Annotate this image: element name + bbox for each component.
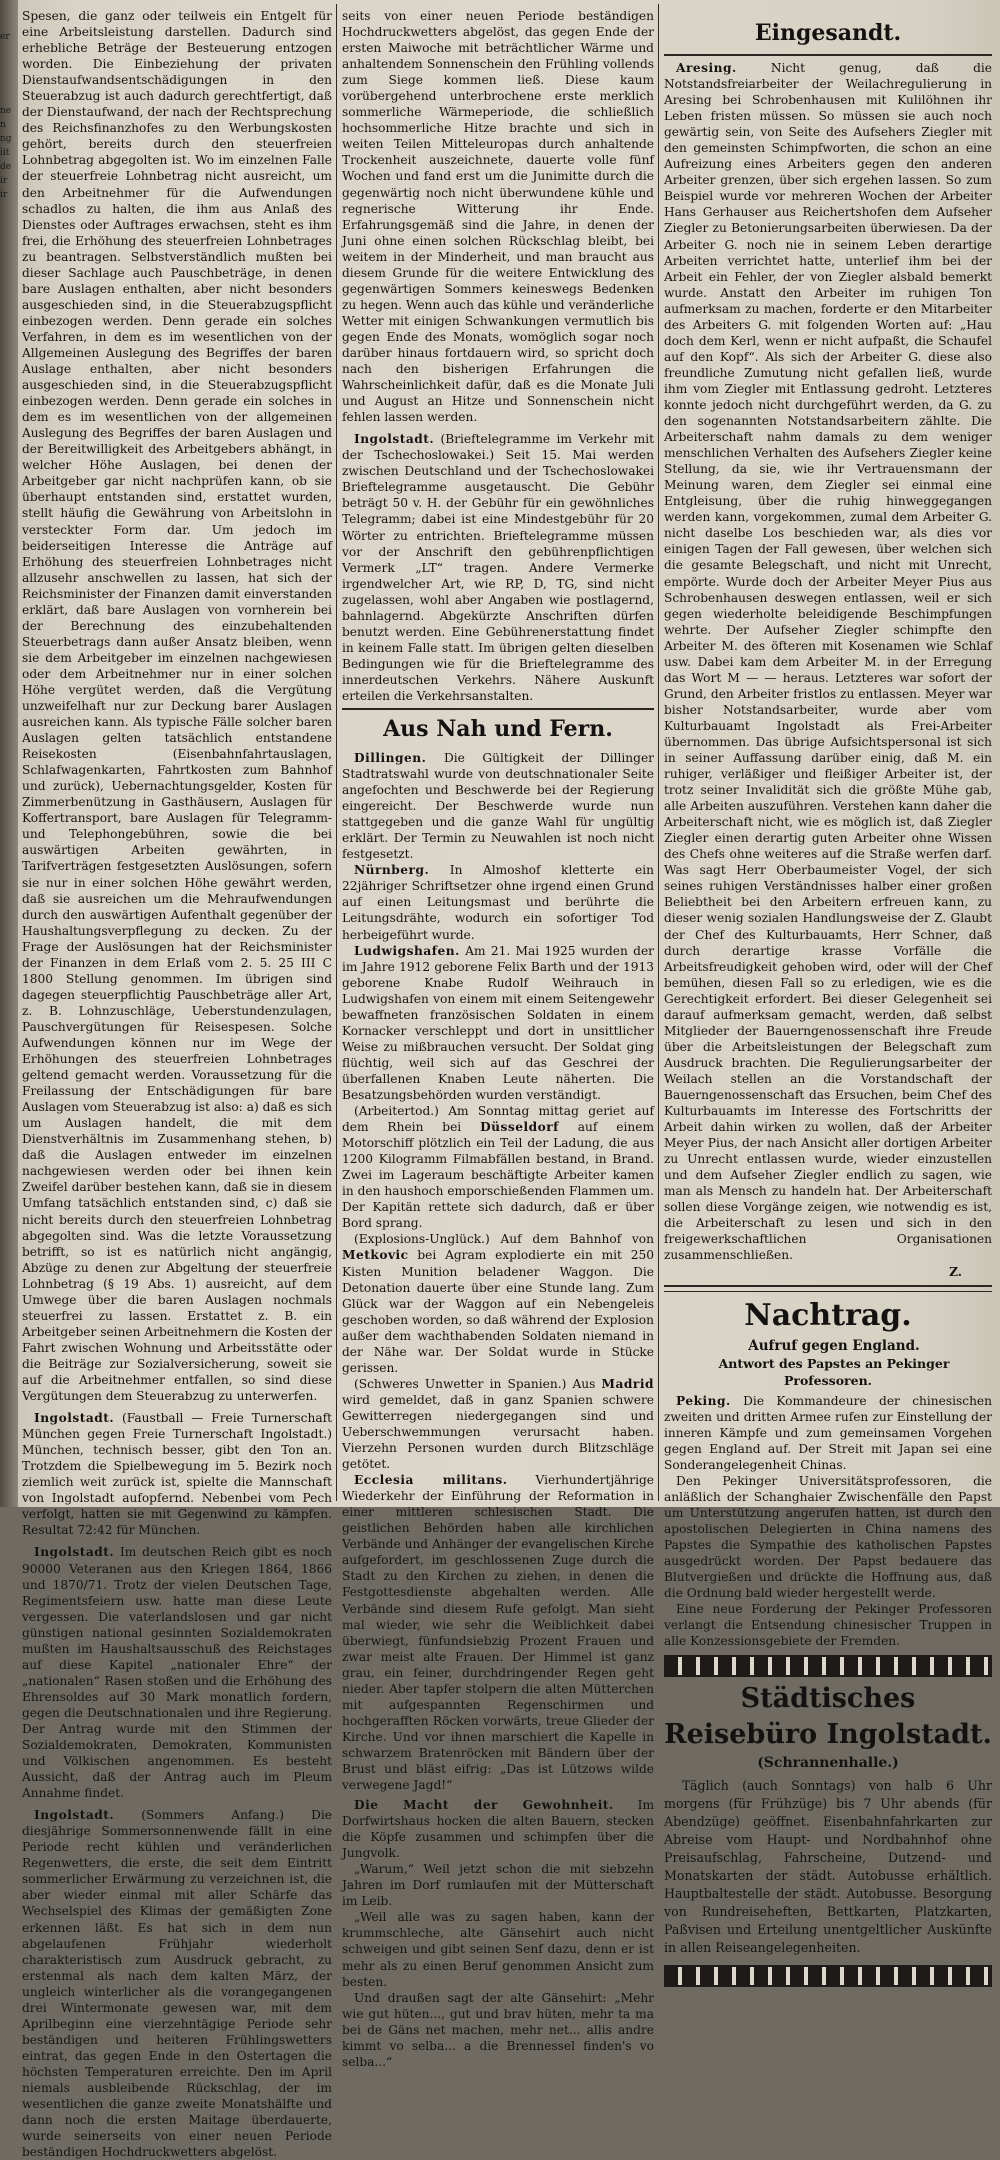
dateline: Dillingen. xyxy=(354,751,427,766)
article-summer xyxy=(22,1807,332,2160)
signature: Z. xyxy=(949,1264,962,1279)
column-rule xyxy=(336,4,337,1501)
article-ecclesia xyxy=(342,1472,654,1793)
article-forderung: Eine neue Forderung der Pekinger Professoren verlangt die Entsendung chinesischer Truppen in alle Konzessionsgebiete der Fremden. xyxy=(664,1602,992,1649)
margin-fragment: ir xyxy=(0,176,8,186)
article-gewohnheit-3: „Weil alle was zu sagen haben, kann der krummschleche, alte Gänsehirt auch nicht schweigen und gibt seinen Senf dazu, denn er ist mehr als zu einen Beruf genommen Ansicht zum besten. xyxy=(342,1910,654,1989)
subheading-aufruf: Aufruf gegen England. xyxy=(748,1337,920,1354)
page-edge-shadow xyxy=(0,0,18,1507)
article-gewohnheit-2: „Warum,“ Weil jetzt schon die mit siebzehn Jahren im Dorf rumlaufen mit der Mütterschaft im Leib. xyxy=(342,1862,654,1909)
section-rule xyxy=(342,708,654,710)
article-professoren: Den Pekinger Universitätsprofessoren, die anläßlich der Schanghaier Zwischenfälle den Papst um Unterstützung angerufen hatten, ist durch den apostolischen Delegierten in China namens des Papstes die Sympathie des katholischen Papstes ausgedrückt worden. Der Papst bedauere das Blutvergießen und drückte die Hoffnung aus, daß die Ordnung bald wieder hergestellt werde. xyxy=(664,1473,992,1601)
article-faustball xyxy=(22,1410,332,1538)
dateline: Metkovic xyxy=(342,1248,409,1263)
dateline: Die Macht der Gewohnheit. xyxy=(354,1798,614,1813)
article-body: Am 21. Mai 1925 wurden der im Jahre 1912 geborene Felix Barth und der 1913 geborene Knabe Rudolf Weihrauch in Ludwigshafen von einem mit einem Seitengewehr bewaffneten französischen Soldaten in einem Kornacker verschleppt und dort in unsittlicher Weise zu mißbrauchen versucht. Der Soldat ging flüchtig, weil sich auf das Geschrei der überfallenen Knaben Leute näherten. Die Besatzungsbehörden wurden verständigt. xyxy=(342,943,654,1102)
article-aresing xyxy=(664,60,992,1264)
article-body: wird gemeldet, daß in ganz Spanien schwere Gewitterregen niedergegangen sind und Ueberschwemmungen verursacht haben. Vierzehn Personen wurden durch Blitzschläge getötet. xyxy=(342,1392,654,1472)
article-tax-text: Spesen, die ganz oder teilweis ein Entgelt für eine Arbeitsleistung darstellen. Dadurch sind erhebliche Beträge der Besteuerung entzogen worden. Die Einbeziehung der privaten Dienstaufwandsentschädigungen in den Steuerabzug ist auch dadurch gerechtfertigt, daß der Dienstaufwand, der nach der Rechtsprechung des Reichsfinanzhofes zu den Werbungskosten gehört, bereits durch den steuerfreien Lohnbetrag abgegolten ist. Wo im einzelnen Falle der steuerfreie Lohnbetrag nicht ausreicht, um den Arbeitnehmer für die Aufwendungen schadlos zu halten, die ihm aus Anlaß des Dienstes oder Auftrages erwachsen, steht es ihm frei, die Erhöhung des steuerfreien Lohnbetrages zu beantragen. Selbstverständlich mußten bei dieser Sachlage auch Pauschbeträge, in denen bare Auslagen enthalten, aber nicht besonders ausgeschieden sind, in die Steuerabzugspflicht einbezogen werden. Denn gerade ein solches Verfahren, in dem es im wesentlichen von der Allgemeinen Auslegung des Begriffes der baren Auslage enthalten, aber nicht besonders ausgeschieden sind, in die Steuerabzugspflicht einbezogen werden. Denn gerade ein solches in dem es im wesentlichen von der allgemeinen Auslegung des Begriffes der baren Auslagen und der Bereitwilligkeit des Arbeitgebers abhängt, in welcher Höhe Auslagen, bei denen der Arbeitgeber gar nicht nachprüfen kann, ob sie überhaupt entstanden sind, erstattet wurden, stellt häufig die Gewährung von Arbeitslohn in versteckter Form dar. Um jedoch im beiderseitigen Interesse die Anträge auf Erhöhung des steuerfreien Lohnbetrages nicht allzusehr anschwellen zu lassen, hat sich der Reichsminister der Finanzen damit einverstanden erklärt, daß bare Auslagen von vornherein bei der Berechnung des einzubehaltenden Steuerbetrags dann außer Ansatz bleiben, wenn sie dem Arbeitgeber im einzelnen nachgewiesen oder dem Arbeitnehmer nur in einer solchen Höhe vergütet werden, daß die Vergütung unzweifelhaft nur zur Deckung barer Auslagen ausreichen kann. Als typische Fälle solcher baren Auslagen gelten tatsächlich entstandene Reisekosten (Eisenbahnfahrtauslagen, Schlafwagenkarten, Fahrtkosten zum Bahnhof und zurück), Uebernachtungsgelder, Kosten für Zimmerbenützung in Gasthäusern, Auslagen für Koffertransport, bare Auslagen für Telegramm- und Telephongebühren, sowie die bei auswärtigen Arbeiten gewährten, in Tarifverträgen festgesetzten Auslösungen, sofern sie nur in einer solchen Höhe gewährt werden, daß sie ausreichen um die Mehraufwendungen durch den auswärtigen Aufenthalt gegenüber der Haushaltungsverpflegung zu decken. Zu der Frage der Auslösungen hat der Reichsminister der Finanzen in dem Erlaß vom 2. 5. 25 III C 1800 Stellung genommen. Im übrigen sind dagegen steuerpflichtig Pauschbeträge aller Art, z. B. Lohnzuschläge, Ueberstundenzulagen, Pauschvergütungen für Reisespesen. Solche Aufwendungen können nur im Wege der Erhöhungen des steuerfreien Lohnbetrages geltend gemacht werden. Voraussetzung für die Freilassung der Entschädigungen für bare Auslagen vom Steuerabzug ist also: a) daß es sich um Auslagen handelt, die mit dem Dienstverhältnis im Zusammenhang stehen, b) daß die Auslagen entweder im einzelnen nachgewiesen werden oder bei ihnen kein Zweifel darüber bestehen kann, daß sie in diesem Umfang tatsächlich entstanden sind, c) daß sie nicht bereits durch den steuerfreien Lohnbetrag abgegolten sind. Was die letzte Voraussetzung betrifft, so ist es natürlich nicht angängig, Abzüge zu denen zur Abgeltung der steuerfreie Lohnbetrag (§ 19 Abs. 1) ausreicht, auf dem Umwege über die baren Auslagen nochmals steuerfrei zu lassen. Erstattet z. B. ein Arbeitgeber seinen Arbeitnehmern die Kosten der Fahrt zwischen Wohnung und Arbeitsstätte oder die Beiträge zur Sozialversicherung, soweit sie auf die Arbeitnehmer entfallen, so sind diese Vergütungen dem Steuerabzug zu unterwerfen. xyxy=(22,9,332,1404)
article-body: bei Agram explodierte ein mit 250 Kisten Munition beladener Waggon. Die Detonation dauerte über eine Stunde lang. Zum Glück war der Waggon auf ein Nebengeleis geschoben worden, so daß während der Explosion außer dem wachthabenden Soldaten niemand in der Nähe war. Der Soldat wurde in Stücke gerissen. xyxy=(342,1248,654,1375)
dateline: Düsseldorf xyxy=(480,1120,559,1135)
article-body: In Almoshof kletterte ein 22jähriger Schriftsetzer ohne irgend einen Grund auf einen Leitungsmast und berührte die Leitungsdrähte, wodurch ein sofortiger Tod herbeigeführt wurde. xyxy=(342,863,654,942)
dateline: Ingolstadt. xyxy=(354,432,435,447)
article-intro: (Arbeitertod.) Am Sonntag mittag geriet auf dem Rhein bei xyxy=(342,1104,654,1135)
dateline: Ingolstadt. xyxy=(34,1411,115,1426)
article-peking xyxy=(664,1393,992,1473)
section-heading-eingesandt: Eingesandt. xyxy=(754,20,902,46)
article-body: auf einem Motorschiff plötzlich ein Teil der Ladung, die aus 1200 Kilogramm Filmabfällen bestand, in Brand. Zwei im Lageraum beschäftigte Arbeiter kamen in den haushoch emporschießenden Flammen um. Der Kapitän rettete sich dadurch, daß er über Bord sprang. xyxy=(342,1120,655,1231)
dateline: Madrid xyxy=(601,1376,654,1391)
subheading-antwort: Antwort des Papstes an Pekinger Professoren. xyxy=(718,1355,950,1388)
article-body: Im deutschen Reich gibt es noch 90000 Veteranen aus den Kriegen 1864, 1866 und 1870/71. Trotz der vielen Deutschen Tage, Regimentsfeiern usw. hatte man diese Leute vergessen. Die vaterlandslosen und gar nicht günstigen national gesinnten Sozialdemokraten mußten im Haushaltsausschuß des Reichstages auf diese Kapitel „nationaler Ehre“ der „nationalen“ Rasen stoßen und die Erhöhung des Ehrensoldes auf 30 Mark monatlich fordern, gegen die Deutschnationalen und ihre Regierung. Der Antrag wurde mit den Stimmen der Sozialdemokraten, Demokraten, Kommunisten und Völkischen angenommen. Es besteht Aussicht, daß der Antrag auch im Pleum Annahme findet. xyxy=(22,1545,332,1801)
ornament-border-bottom xyxy=(664,1965,992,1987)
ad-text: Täglich (auch Sonntags) von halb 6 Uhr morgens (für Frühzüge) bis 7 Uhr abends (für Abendzüge) geöffnet. Eisenbahnfahrkarten zur Abreise vom Haupt- und Nordbahnhof ohne Preisaufschlag, Fahrscheine, Dutzend- und Monatskarten der städt. Autobusse erhältlich. Hauptbaltestelle der städt. Autobusse. Besorgung von Rundreiseheften, Bettkarten, Platzkarten, Paßvisen und Erteilung unentgeltlicher Auskünfte in allen Reiseangelegenheiten. xyxy=(664,1778,992,1956)
column-left xyxy=(22,8,332,2160)
article-metkovic xyxy=(342,1231,654,1375)
dateline: Nürnberg. xyxy=(354,863,430,878)
article-gewohnheit-4: Und draußen sagt der alte Gänsehirt: „Mehr wie gut hüten..., gut und brav hüten, mehr ta ma bei de Gäns net machen, mehr net... allis andre kimmt vo selba... a die Brennessel finden's vo selba...“ xyxy=(342,1990,654,2069)
advertisement-reisebuero xyxy=(664,1655,992,1987)
margin-fragment: n xyxy=(0,120,6,130)
margin-fragment: er xyxy=(0,32,10,42)
article-ludwigshafen xyxy=(342,943,654,1103)
column-right xyxy=(664,8,992,1956)
margin-fragment: de xyxy=(0,162,12,172)
article-body: Im Dorfwirtshaus hocken die alten Bauern, stecken die Köpfe zusammen und schimpfen über die Jungvolk. xyxy=(342,1798,654,1861)
section-heading-nachtrag: Nachtrag. xyxy=(744,1297,912,1333)
margin-fragment: ng xyxy=(0,134,12,144)
article-body: Nicht genug, daß die Notstandsfreiarbeiter der Weilachregulierung in Aresing bei Schrobenhausen mit Kulilöhnen ihr Leben fristen müssen. So müssen sie auch noch gewärtig sein, von Seite des Aufsehers Ziegler mit den gemeinsten Schimpfworten, die schon an eine Aufreizung eines Arbeiters gegen den anderen Arbeiter grenzen, über sich ergehen lassen. So zum Beispiel wurde vor mehreren Wochen der Arbeiter Hans Gerhauser aus Reichertshofen dem Aufseher Ziegler zu Betonierungsarbeiten überwiesen. Da der Arbeiter G. noch nie in seinem Leben derartige Arbeiten verrichtet hatte, unterlief ihm bei der Arbeit ein Fehler, der von Ziegler alsbald bemerkt wurde. Anstatt den Arbeiter im ruhigen Ton aufmerksam zu machen, forderte er den Mitarbeiter des Arbeiters G. mit folgenden Worten auf: „Hau doch dem Kerl, wenn er nicht aufpaßt, die Schaufel auf den Kopf“. Als sich der Arbeiter G. diese also freundliche Zumutung nicht gefallen ließ, wurde ihm vom Ziegler mit Entlassung gedroht. Letzteres konnte jedoch nicht durchgeführt werden, da G. zu den sogenannten Notstandsarbeitern zählte. Die Arbeiterschaft nahm damals zu dem weniger menschlichen Verhalten des Aufsehers Ziegler keine Stellung, da sie, wie ihr Vertrauensmann der Meinung waren, dem Ziegler sei einmal eine Entgleisung, über die ruhig hinweggegangen werden kann, vorgekommen, zumal dem Arbeiter G. nicht daselbe Los beschieden war, als dies vor einigen Tagen der Fall gewesen, über welchen sich die gesamte Belegschaft, und nicht mit Unrecht, empörte. Wurde doch der Arbeiter Meyer Pius aus Schrobenhausen deswegen entlassen, weil er sich gegen wiederholte beleidigende Beschimpfungen wehrte. Der Aufseher Ziegler schimpfte den Arbeiter M. des öfteren mit Kosenamen wie Schlaf usw. Dabei kam dem Arbeiter M. in der Erregung das Wort M — — heraus. Letzteres war sofort der Grund, den Arbeiter fristlos zu entlassen. Meyer war bisher Notstandsarbeiter, wurde aber vom Kulturbauamt Ingolstadt als Frei-Arbeiter übernommen. Das übrige Aufsichtspersonal ist sich in seiner Auffassung darüber einig, daß M. ein ruhiger, verläßiger und fleißiger Arbeiter ist, der trotz seiner Invalidität sich die größte Mühe gab, alle Arbeiten auszuführen. Verstehen kann daher die Arbeiterschaft nicht, wie es möglich ist, daß Ziegler Ziegler einen derartig guten Arbeiter ohne Wissen des Chefs ohne weiteres auf die Straße werfen darf. Was sagt Herr Oberbaumeister Vogel, der sich seines ruhigen Verständnisses halber einer großen Beliebtheit bei den Arbeitern erfreuen kann, zu dieser wenig sozialen Handlungsweise der Z. Glaubt der Chef des Kulturbauamts, Herr Schner, daß durch derartige krasse Vorfälle die Arbeitsfreudigkeit gehoben wird, oder will der Chef bemühen, diesen Fall so zu erledigen, wie es die Gerechtigkeit erfordert. Bei dieser Gelegenheit sei darauf aufmerksam gemacht, werden, daß selbst Mitglieder der Bauerngenossenschaft ihre Freude über die Arbeitsleistungen der Belegschaft zum Ausdruck brachten. Die Regulierungsarbeiter der Weilach stellen an die Vorstandschaft der Bauerngenossenschaft das Ersuchen, beim Chef des Kulturbauamts im Interesse des Fortschritts der Arbeit dahin wirken zu wollen, daß der Arbeiter Meyer Pius, der nach Ansicht aller dortigen Arbeiter zu Unrecht entlassen wurde, wieder einzustellen und dem Aufseher Ziegler endlich zu sagen, wie man als Mensch zu handeln hat. Der Arbeiterschaft sollen diese Vorgänge zeigen, wie notwendig es ist, die Arbeiterschaft zu lesen und sich in den freigewerkschaftlichen Organisationen zusammenschließen. xyxy=(664,61,992,1263)
article-body: (Faustball — Freie Turnerschaft München gegen Freie Turnerschaft Ingolstadt.) München, technisch besser, gibt den Ton an. Trotzdem die Spielbewegung im 5. Bezirk noch ziemlich weit zurück ist, spielte die Mannschaft von Ingolstadt aufopfernd. Nebenbei vom Pech verfolgt, hatten sie mit Gegenwind zu kämpfen. Resultat 72:42 für München. xyxy=(22,1411,332,1538)
article-body: (Brieftelegramme im Verkehr mit der Tschechoslowakei.) Seit 15. Mai werden zwischen Deutschland und der Tschechoslowakei Brieftelegramme ausgetauscht. Die Gebühr beträgt 50 v. H. der Gebühr für ein gewöhnliches Telegramm; dabei ist eine Mindestgebühr für 20 Wörter zu entrichten. Brieftelegramme müssen vor der Anschrift den gebührenpflichtigen Vermerk „LT“ tragen. Andere Vermerke irgendwelcher Art, wie RP, D, TG, sind nicht zugelassen, wohl aber Angaben wie postlagernd, bahnlagernd. Abgekürzte Anschriften dürfen benutzt werden. Eine Gebührenerstattung findet in keinem Falle statt. Im übrigen gelten dieselben Bedingungen wie für die Brieftelegramme des innerdeutschen Verkehrs. Nähere Auskunft erteilen die Verkehrsanstalten. xyxy=(342,432,654,703)
article-body: (Sommers Anfang.) Die diesjährige Sommersonnenwende fällt in eine Periode recht kühlen und veränderlichen Regenwetters, die erste, die seit dem Eintritt sommerlicher Erwärmung zu verzeichnen ist, die aber wieder einmal mit aller Schärfe das Wechselspiel des Klimas der gemäßigten Zone erkennen läßt. Es hat sich in dem nun abgelaufenen Frühjahr wiederholt charakteristisch zum Ausdruck gebracht, zu erstenmal als nach dem kalten März, der ungleich winterlicher als die vorangegangenen drei Wintermonate gewesen war, mit dem Aprilbeginn eine vierzehntägige Periode sehr beständigen und heiteren Frühlingswetters eintrat, das gegen Ende in den Ostertagen die höchsten Temperaturen erreichte. Den im April niemals ausbleibende Rückschlag, der im wesentlichen die ganze zweite Monatshälfte und dann noch die ersten Maitage überdauerte, wurde seinerseits von einer neuen Periode beständigen Hochdruckwetters abgelöst. xyxy=(22,1808,332,2160)
dateline: Aresing. xyxy=(676,61,737,75)
dateline: Ecclesia militans. xyxy=(354,1473,508,1488)
article-intro: (Schweres Unwetter in Spanien.) Aus xyxy=(354,1376,602,1391)
article-duesseldorf xyxy=(342,1103,654,1231)
article-body: Die Kommandeure der chinesischen zweiten und dritten Armee rufen zur Einstellung der inneren Kämpfe und zum gemeinsamen Vorgehen gegen England auf. Der Streit mit Japan sei eine Sonderangelegenheit Chinas. xyxy=(664,1393,992,1472)
article-telegrams xyxy=(342,431,654,704)
section-rule xyxy=(664,54,992,56)
margin-fragment: iit xyxy=(0,148,10,158)
dateline: Peking. xyxy=(676,1393,731,1408)
dateline: Ingolstadt. xyxy=(34,1545,115,1560)
margin-fragment: ne xyxy=(0,106,12,116)
ad-subtitle: (Schrannenhalle.) xyxy=(757,1755,899,1772)
section-heading-aus-nah-und-fern: Aus Nah und Fern. xyxy=(383,716,613,743)
article-gewohnheit xyxy=(342,1797,654,1861)
dateline: Ludwigshafen. xyxy=(354,943,460,958)
article-intro: (Explosions-Unglück.) Auf dem Bahnhof von xyxy=(354,1232,654,1247)
ad-title: Städtisches Reisebüro Ingolstadt. xyxy=(664,1683,992,1751)
article-body: Die Gültigkeit der Dillinger Stadtratswahl wurde von deutschnationaler Seite angefochten und Beschwerde bei der Regierung eingereicht. Der Beschwerde wurde nun stattgegeben und die ganze Wahl für ungültig erklärt. Der Termin zu Neuwahlen ist noch nicht festgesetzt. xyxy=(342,751,654,862)
article-body: Vierhundertjährige Wiederkehr der Einführung der Reformation in einer mittleren schlesischen Stadt. Die geistlichen Behörden haben alle kirchlichen Verbände und Anhänger der evangelischen Kirche aufgefordert, im geschlossenen Zuge durch die Stadt zu den Kirchen zu ziehen, in denen die Festgottesdienste abgehalten werden. Alle Verbände sind diesem Rufe gefolgt. Man sieht mal wieder, wie sehr die Weiblichkeit dabei überwiegt, fünfundsiebzig Prozent Frauen und zwar meist alte Frauen. Der Himmel ist ganz grau, ein feiner, durchdringender Regen geht nieder. Aber tapfer stolpern die alten Mütterchen mit aufgespannten Regenschirmen und hochgerafften Röcken vorwärts, treue Glieder der Kirche. Und vor ihnen marschiert die Kapelle in schwarzem Bratenröcken mit Bändern über der Brust und bläst eifrig: „Das ist Lützows wilde verwegene Jagd!“ xyxy=(342,1473,654,1793)
column-middle xyxy=(342,8,655,2069)
dateline: Ingolstadt. xyxy=(34,1808,115,1823)
ornament-border-top xyxy=(664,1655,992,1677)
article-weather-continued: seits von einer neuen Periode beständigen Hochdruckwetters abgelöst, das gegen Ende der ersten Maiwoche mit beträchtlicher Wärme und anhaltendem Sonnenschein den Frühling vollends zum Siege kommen ließ. Diese kaum vorübergehend unterbrochene erste merklich sommerliche Wärmeperiode, die schließlich hochsommerliche Hitze brachte und sich in weiten Teilen Mitteleuropas durch anhaltende Trockenheit auszeichnete, dauerte volle fünf Wochen und fand erst um die Junimitte durch die gegenwärtig noch nicht überwundene kühle und regnerische Witterung ihr Ende. Erfahrungsgemäß sind die Jahre, in denen der Juni ohne einen solchen Rückschlag bleibt, bei weitem in der Minderheit, und man braucht aus diesem Grunde für die weitere Entwicklung des gegenwärtigen Sommers keineswegs Bedenken zu hegen. Wenn auch das kühle und veränderliche Wetter mit einigen Schwankungen vermutlich bis gegen Ende des Monats, womöglich sogar noch darüber hinaus fortdauern wird, so spricht doch nach den bisherigen Erfahrungen die Wahrscheinlichkeit dafür, daß es die Monate Juli und August an Hitze und Sonnenschein nicht fehlen lassen werden. xyxy=(342,9,655,425)
article-veterans xyxy=(22,1544,332,1801)
left-margin-fragments xyxy=(0,30,16,202)
article-dillingen xyxy=(342,750,654,862)
section-rule xyxy=(664,1285,992,1292)
article-nuernberg xyxy=(342,862,654,942)
article-madrid xyxy=(342,1376,654,1472)
column-rule xyxy=(658,4,659,1501)
margin-fragment: ir xyxy=(0,190,8,200)
